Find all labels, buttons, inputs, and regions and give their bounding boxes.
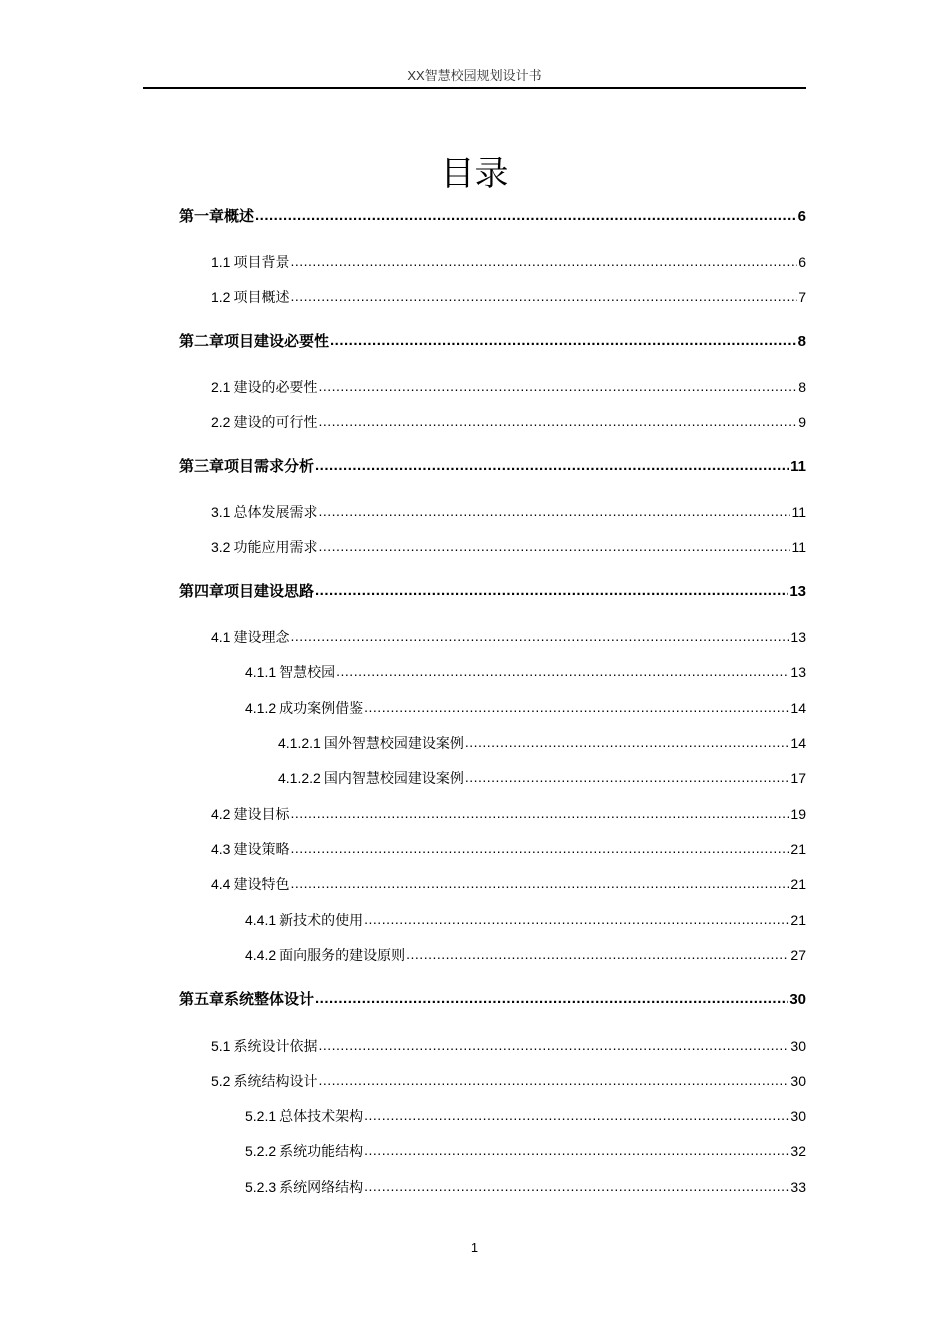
toc-entry[interactable] (211, 626, 806, 648)
toc-entry[interactable] (245, 909, 806, 931)
toc-entry-number: 5.2.3 (245, 1179, 277, 1195)
toc-dot-leader (364, 1104, 789, 1126)
toc-entry-page: 8 (798, 379, 806, 395)
toc-entry-title: 第五章系统整体设计 (179, 991, 315, 1008)
toc-entry[interactable] (211, 1070, 806, 1092)
toc-entry-number: 4.3 (211, 841, 231, 857)
toc-entry[interactable] (211, 803, 806, 825)
toc-entry-page: 13 (790, 664, 806, 680)
toc-entry-title: 成功案例借鉴 (279, 700, 364, 716)
toc-dot-leader (318, 500, 790, 522)
toc-entry-number: 4.1.2.1 (278, 735, 321, 751)
toc-chapter-entry[interactable] (179, 456, 806, 478)
toc-dot-leader (290, 837, 789, 859)
toc-dot-leader (330, 330, 797, 352)
toc-entry[interactable] (245, 661, 806, 683)
toc-entry-number: 4.4.2 (245, 947, 277, 963)
toc-entry-number: 4.1 (211, 629, 231, 645)
toc-chapter-entry[interactable] (179, 581, 806, 603)
page-number: 1 (470, 1240, 479, 1255)
toc-entry[interactable] (211, 1035, 806, 1057)
toc-entry-page: 11 (790, 458, 806, 475)
toc-entry-title: 第四章项目建设思路 (179, 583, 315, 600)
toc-chapter-entry[interactable] (179, 989, 806, 1011)
toc-dot-leader (336, 660, 789, 682)
toc-dot-leader (318, 410, 797, 432)
toc-dot-leader (290, 250, 797, 272)
toc-entry-page: 30 (790, 1108, 806, 1124)
toc-entry-page: 6 (797, 208, 806, 225)
toc-dot-leader (318, 535, 790, 557)
toc-entry[interactable] (211, 873, 806, 895)
toc-dot-leader (318, 1034, 789, 1056)
toc-entry-title: 国外智慧校园建设案例 (323, 735, 464, 751)
toc-title: 目录 (440, 153, 509, 194)
toc-entry-page: 13 (789, 583, 806, 600)
toc-entry-page: 21 (790, 841, 806, 857)
toc-dot-leader (364, 1139, 789, 1161)
toc-entry-page: 11 (791, 539, 806, 555)
toc-entry[interactable] (211, 838, 806, 860)
toc-entry[interactable] (245, 1176, 806, 1198)
toc-entry-number: 1.2 (211, 289, 231, 305)
toc-entry-title: 建设策略 (233, 841, 290, 857)
toc-entry-title: 项目概述 (233, 289, 290, 305)
toc-entry-number: 5.2.1 (245, 1108, 277, 1124)
toc-entry-page: 14 (790, 735, 806, 751)
toc-entry-title: 总体发展需求 (233, 504, 318, 520)
toc-entry-title: 建设理念 (233, 629, 290, 645)
toc-dot-leader (364, 908, 789, 930)
toc-entry-page: 8 (797, 333, 806, 350)
toc-entry-page: 21 (790, 876, 806, 892)
toc-entry-page: 17 (790, 770, 806, 786)
toc-entry-number: 4.1.2.2 (278, 770, 321, 786)
toc-dot-leader (315, 988, 788, 1010)
toc-entry-title: 系统网络结构 (279, 1179, 364, 1195)
toc-entry-title: 国内智慧校园建设案例 (323, 770, 464, 786)
toc-entry-number: 2.1 (211, 379, 231, 395)
toc-entry-page: 11 (791, 504, 806, 520)
toc-dot-leader (364, 696, 789, 718)
toc-entry[interactable] (245, 1140, 806, 1162)
toc-entry[interactable] (211, 251, 806, 273)
toc-dot-leader (290, 872, 789, 894)
running-header: XX智慧校园规划设计书 (407, 68, 542, 83)
toc-entry-title: 建设特色 (233, 876, 290, 892)
toc-entry-number: 5.1 (211, 1038, 231, 1054)
toc-entry-title: 建设目标 (233, 806, 290, 822)
toc-entry-page: 14 (790, 700, 806, 716)
toc-entry-page: 13 (790, 629, 806, 645)
toc-entry[interactable] (278, 767, 806, 789)
toc-entry-title: 功能应用需求 (233, 539, 318, 555)
toc-dot-leader (318, 1069, 789, 1091)
toc-entry[interactable] (211, 411, 806, 433)
toc-entry-title: 系统设计依据 (233, 1038, 318, 1054)
toc-entry[interactable] (278, 732, 806, 754)
toc-entry-number: 4.4 (211, 876, 231, 892)
toc-entry-page: 30 (790, 1038, 806, 1054)
toc-dot-leader (318, 375, 797, 397)
toc-entry-number: 5.2 (211, 1073, 231, 1089)
toc-chapter-entry[interactable] (179, 331, 806, 353)
toc-entry[interactable] (245, 697, 806, 719)
toc-dot-leader (290, 285, 797, 307)
toc-entry-title: 项目背景 (233, 254, 290, 270)
toc-dot-leader (315, 455, 789, 477)
toc-entry-number: 3.1 (211, 504, 231, 520)
toc-entry-title: 系统结构设计 (233, 1073, 318, 1089)
toc-entry-title: 面向服务的建设原则 (279, 947, 406, 963)
toc-entry-page: 21 (790, 912, 806, 928)
toc-entry[interactable] (211, 536, 806, 558)
toc-dot-leader (315, 580, 788, 602)
toc-entry-number: 4.1.1 (245, 664, 277, 680)
toc-entry-number: 1.1 (211, 254, 231, 270)
toc-entry[interactable] (211, 376, 806, 398)
toc-entry-page: 33 (790, 1179, 806, 1195)
toc-dot-leader (465, 731, 790, 753)
toc-entry[interactable] (211, 501, 806, 523)
toc-entry-title: 系统功能结构 (279, 1143, 364, 1159)
toc-dot-leader (406, 943, 789, 965)
toc-dot-leader (290, 802, 789, 824)
toc-entry[interactable] (245, 944, 806, 966)
toc-entry-page: 27 (790, 947, 806, 963)
toc-dot-leader (465, 766, 790, 788)
toc-entry-title: 新技术的使用 (279, 912, 364, 928)
toc-dot-leader (255, 205, 797, 227)
toc-entry-title: 建设的必要性 (233, 379, 318, 395)
toc-entry-title: 总体技术架构 (279, 1108, 364, 1124)
toc-entry[interactable] (245, 1105, 806, 1127)
toc-entry[interactable] (211, 286, 806, 308)
toc-entry-number: 2.2 (211, 414, 231, 430)
toc-entry-number: 4.1.2 (245, 700, 277, 716)
toc-entry-number: 4.2 (211, 806, 231, 822)
toc-entry-title: 第一章概述 (179, 208, 255, 225)
toc-entry-page: 9 (798, 414, 806, 430)
toc-entry-number: 4.4.1 (245, 912, 277, 928)
toc-entry-title: 建设的可行性 (233, 414, 318, 430)
toc-dot-leader (364, 1175, 789, 1197)
toc-entry-page: 30 (790, 1073, 806, 1089)
toc-entry-page: 7 (798, 289, 806, 305)
toc-chapter-entry[interactable] (179, 206, 806, 228)
toc-entry-page: 32 (790, 1143, 806, 1159)
toc-entry-title: 智慧校园 (279, 664, 336, 680)
toc-entry-page: 30 (789, 991, 806, 1008)
toc-entry-page: 19 (790, 806, 806, 822)
toc-entry-title: 第三章项目需求分析 (179, 458, 315, 475)
toc-dot-leader (290, 625, 789, 647)
toc-entry-title: 第二章项目建设必要性 (179, 333, 330, 350)
toc-entry-number: 5.2.2 (245, 1143, 277, 1159)
toc-entry-page: 6 (798, 254, 806, 270)
toc-entry-number: 3.2 (211, 539, 231, 555)
